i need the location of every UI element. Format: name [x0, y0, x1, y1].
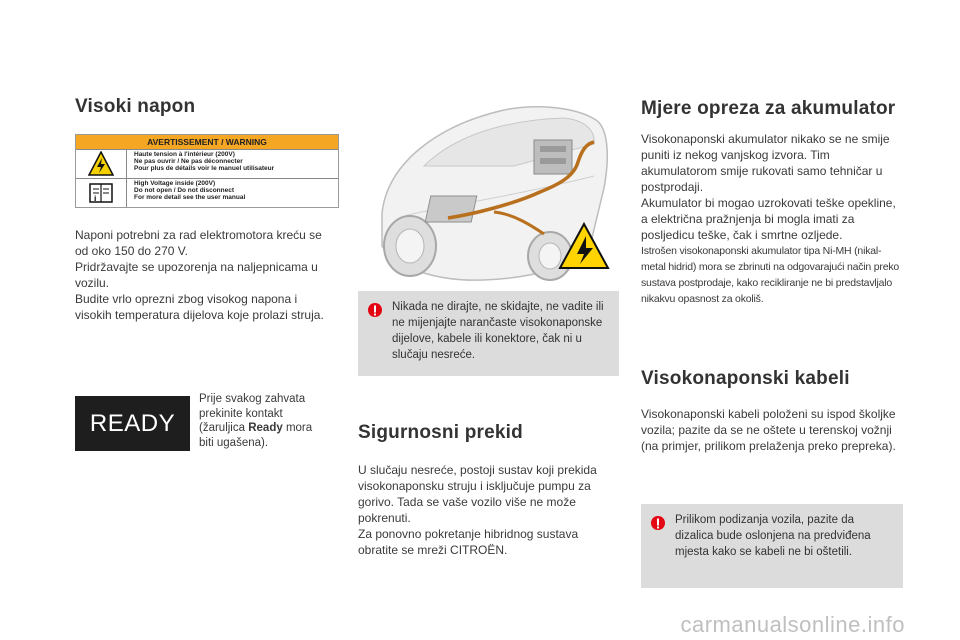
manual-book-icon [88, 180, 114, 206]
warning-label-en-text [134, 180, 245, 201]
paragraph: Naponi potrebni za rad elektromotora kreću se od oko 150 do 270 V. [75, 228, 322, 258]
watermark-text: carmanualsonline.info [680, 612, 905, 637]
section-title-safety-cutoff: Sigurnosni prekid [358, 422, 523, 443]
section-title-high-voltage-cables: Visokonaponski kabeli [641, 368, 850, 389]
ready-indicator-badge: READY [75, 396, 190, 451]
high-voltage-warning-label [75, 134, 339, 208]
svg-text:i: i [94, 195, 97, 203]
ready-instruction [199, 392, 324, 450]
warning-line: Pour plus de détails voir le manuel utilisateur [134, 165, 275, 172]
warning-line: Haute tension à l'intérieur (200V) [134, 151, 235, 158]
paragraph: Visokonaponski akumulator nikako se ne smije puniti iz nekog vanjskog izvora. Tim akumulatorom smije rukovati samo tehničar u postprodaji. [641, 132, 890, 194]
paragraph: U slučaju nesreće, postoji sustav koji prekida visokonaponsku struju i isključuje pumpu za gorivo. Tada se vaše vozilo više ne može pokrenuti. [358, 463, 597, 525]
warning-label-fr-text [134, 151, 274, 172]
warning-line: Ne pas ouvrir / Ne pas déconnecter [134, 158, 243, 165]
ready-text-bold: Ready [248, 422, 283, 434]
danger-exclamation-icon [366, 301, 384, 319]
warning-label-header: AVERTISSEMENT / WARNING [76, 135, 338, 150]
lifting-notice [641, 504, 903, 588]
section-title-high-voltage: Visoki napon [75, 96, 196, 117]
paragraph: Akumulator bi mogao uzrokovati teške opekline, a električna pražnjenja bi mogla imati za posljedicu teške, čak i smrtne ozljede. [641, 196, 896, 242]
notice-text: Prilikom podizanja vozila, pazite da dizalica bude oslonjena na predviđena mjesta kako se kabeli ne bi oštetili. [675, 514, 871, 558]
high-voltage-cables-text [641, 406, 903, 454]
car-high-voltage-illustration [364, 96, 618, 292]
do-not-touch-notice [358, 291, 619, 376]
ready-text-after: mora biti ugašena). [199, 422, 313, 449]
high-voltage-icon [88, 151, 114, 177]
notice-text: Nikada ne dirajte, ne skidajte, ne vadite ili ne mijenjajte narančaste visokonaponske dijelove, kabele ili konektore, čak ni u slučaju nesreće. [392, 301, 604, 361]
recycling-note: Istrošen visokonaponski akumulator tipa Ni-MH (nikal-metal hidrid) mora se zbrinuti na odgovarajući način preko sustava postprodaje, kako recikliranje ne bi predstavljalo nikakvu opasnost za okoliš. [641, 245, 900, 305]
warning-line: Do not open / Do not disconnect [134, 187, 235, 194]
warning-line: High Voltage inside (200V) [134, 180, 216, 187]
warning-label-row-en [76, 178, 338, 207]
paragraph: Budite vrlo oprezni zbog visokog napona i visokih temperatura dijelova koje prolazi struja. [75, 292, 324, 322]
ready-text-before: Prije svakog zahvata prekinite kontakt (žaruljica [199, 393, 306, 434]
battery-precautions-text [641, 131, 905, 307]
warning-line: For more detail see the user manual [134, 194, 246, 201]
safety-cutoff-text [358, 462, 620, 558]
warning-label-row-fr [76, 150, 338, 178]
paragraph: Za ponovno pokretanje hibridnog sustava obratite se mreži CITROËN. [358, 527, 579, 557]
high-voltage-text [75, 227, 337, 323]
danger-exclamation-icon [649, 514, 667, 532]
paragraph: Pridržavajte se upozorenja na naljepnicama u vozilu. [75, 260, 318, 290]
section-title-battery-precautions: Mjere opreza za akumulator [641, 98, 896, 119]
paragraph: Visokonaponski kabeli položeni su ispod školjke vozila; pazite da se ne oštete u terenskoj vožnji (na primjer, prilikom prelaženja preko prepreka). [641, 407, 896, 453]
